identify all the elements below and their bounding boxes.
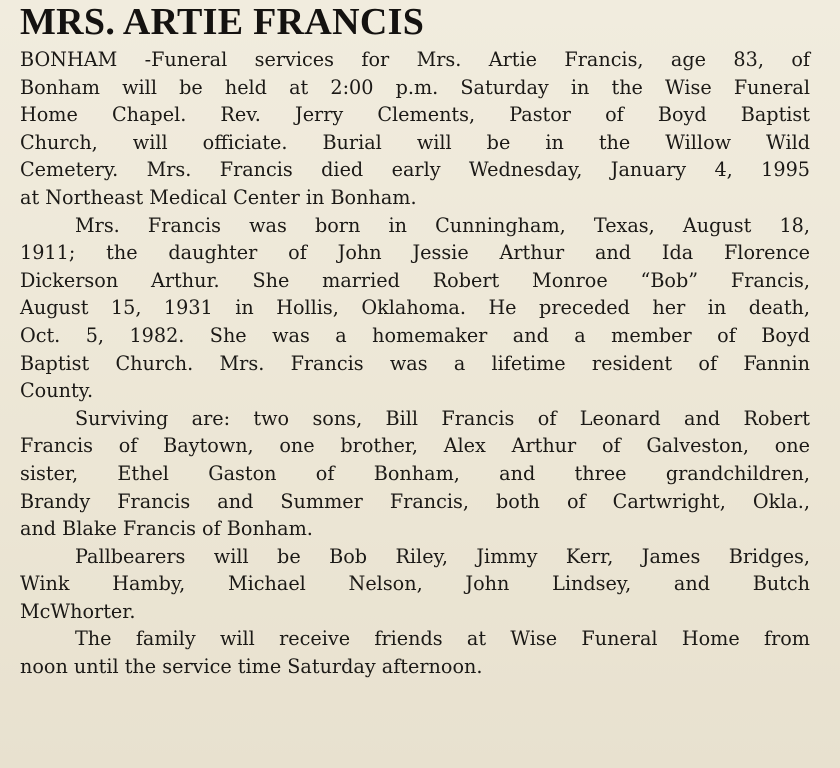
text-line: Wink Hamby, Michael Nelson, John Lindsey, and Butch [20, 572, 810, 596]
text-line: August 15, 1931 in Hollis, Oklahoma. He preceded her in death, [20, 296, 810, 320]
text-line: sister, Ethel Gaston of Bonham, and three grandchildren, [20, 461, 810, 485]
text-line: noon until the service time Saturday afternoon. [20, 655, 483, 679]
text-line: Dickerson Arthur. She married Robert Monroe “Bob” Francis, [20, 268, 810, 292]
obituary-body [20, 46, 810, 681]
text-line: Bonham will be held at 2:00 p.m. Saturday in the Wise Funeral [20, 75, 810, 99]
paragraph-visitation [20, 625, 810, 680]
text-line: Baptist Church. Mrs. Francis was a lifetime resident of Fannin [20, 351, 810, 375]
text-line: Surviving are: two sons, Bill Francis of Leonard and Robert [75, 406, 810, 430]
text-line: Brandy Francis and Summer Francis, both of Cartwright, Okla., [20, 489, 810, 513]
text-line: Oct. 5, 1982. She was a homemaker and a member of Boyd [20, 323, 810, 347]
text-line: Church, will officiate. Burial will be in the Willow Wild [20, 130, 810, 154]
paragraph-pallbearers [20, 543, 810, 626]
paragraph-survivors [20, 405, 810, 543]
text-line: Pallbearers will be Bob Riley, Jimmy Kerr, James Bridges, [75, 544, 810, 568]
text-line: Francis of Baytown, one brother, Alex Arthur of Galveston, one [20, 434, 810, 458]
text-line: McWhorter. [20, 599, 136, 623]
text-line: County. [20, 379, 94, 403]
text-line: and Blake Francis of Bonham. [20, 517, 313, 541]
text-line: BONHAM -Funeral services for Mrs. Artie Francis, age 83, of [20, 48, 810, 71]
text-line: The family will receive friends at Wise Funeral Home from [75, 627, 810, 651]
text-line: at Northeast Medical Center in Bonham. [20, 185, 417, 209]
text-line: 1911; the daughter of John Jessie Arthur and Ida Florence [20, 241, 810, 265]
text-line: Home Chapel. Rev. Jerry Clements, Pastor of Boyd Baptist [20, 103, 810, 127]
text-line: Cemetery. Mrs. Francis died early Wednesday, January 4, 1995 [20, 158, 810, 182]
headline: MRS. ARTIE FRANCIS [20, 1, 425, 43]
text-line: Mrs. Francis was born in Cunningham, Texas, August 18, [75, 213, 810, 237]
paragraph-biography [20, 212, 810, 405]
paragraph-services [20, 46, 810, 212]
